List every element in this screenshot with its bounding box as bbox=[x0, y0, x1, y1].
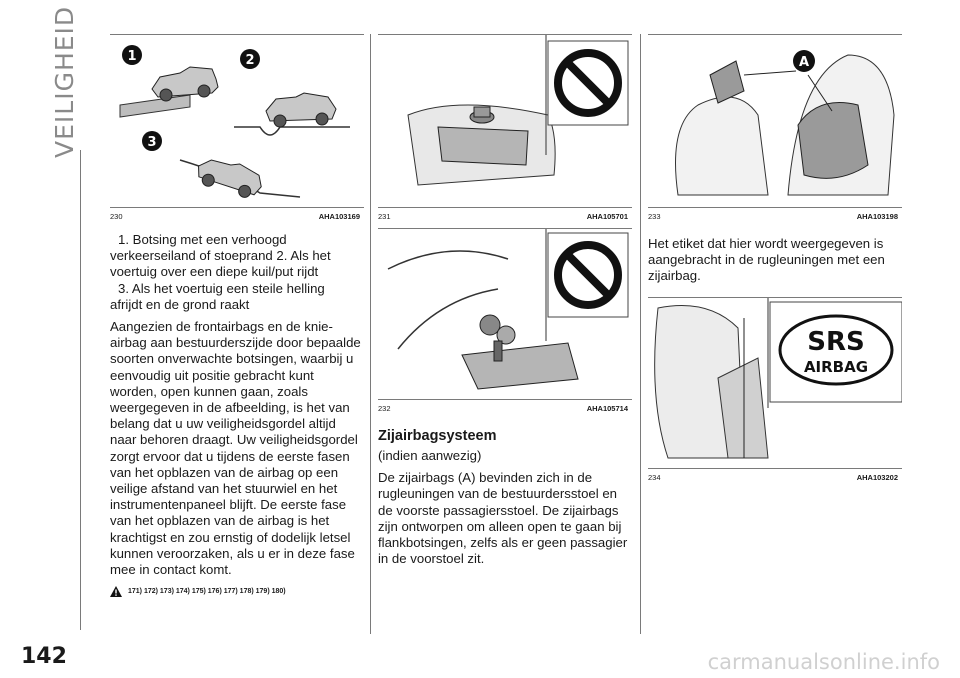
child-seat-warning-illustration bbox=[378, 35, 632, 207]
figure-number: 232 bbox=[378, 404, 391, 413]
figure-code: AHA103198 bbox=[856, 212, 898, 221]
subheading: (indien aanwezig) bbox=[378, 448, 482, 463]
figure-code: AHA103202 bbox=[856, 472, 898, 482]
figure-caption bbox=[110, 210, 364, 226]
figure-number: 233 bbox=[648, 212, 661, 221]
column-divider bbox=[640, 34, 641, 634]
figure-caption bbox=[378, 402, 632, 418]
body-paragraph: Het etiket dat hier wordt weergegeven is aangebracht in de rugleuningen met een zijairbag. bbox=[648, 236, 885, 284]
figure-code: AHA103169 bbox=[318, 212, 360, 221]
key-warning-illustration bbox=[378, 229, 632, 399]
column-1 bbox=[110, 34, 364, 597]
figure-number: 230 bbox=[110, 212, 123, 221]
figure-230 bbox=[110, 34, 364, 208]
body-paragraph: Aangezien de frontairbags en de knie-airbag aan bestuurderszijde door bepaalde soorten onverwachte botsingen, waarbij u eenvoudig uit positie gebracht kunt worden, open kunnen gaan, zoals weergegeven in de afbeelding, is het van belang dat u uw veiligheidsgordel altijd naar behoren draagt. Uw veiligheidsgordel zorgt ervoor dat u tijdens de eerste fasen van het opblazen van de airbag op een veilige afstand van het stuurwiel en het instrumentenpaneel blijft. De eerste fase van het opblazen van de airbag is het krachtigst en zou ernstig of dodelijk letsel kunnen veroorzaken, als u er in deze fase mee in contact komt. bbox=[110, 319, 361, 578]
watermark: carmanualsonline.info bbox=[707, 650, 940, 674]
list-item-continuation: verkeerseiland of stoeprand 2. Als het bbox=[110, 248, 331, 264]
srs-label-text: SRS bbox=[807, 326, 865, 357]
figure-caption bbox=[648, 471, 902, 487]
airbag-label-text: AIRBAG bbox=[803, 357, 869, 376]
section-title: VEILIGHEID bbox=[50, 5, 79, 158]
svg-text:3: 3 bbox=[147, 135, 157, 150]
figure-232 bbox=[378, 228, 632, 400]
page-number: 142 bbox=[21, 644, 67, 669]
svg-text:1: 1 bbox=[127, 49, 137, 64]
svg-text:2: 2 bbox=[245, 53, 255, 68]
srs-airbag-label-illustration bbox=[648, 298, 902, 468]
section-heading: Zijairbagsysteem bbox=[378, 428, 497, 444]
column-divider bbox=[370, 34, 371, 634]
figure-caption bbox=[378, 210, 632, 226]
list-item: 1. Botsing met een verhoogd bbox=[118, 232, 287, 247]
list-item-continuation: voertuig over een diepe kuil/put rijdt bbox=[110, 264, 319, 280]
figure-caption bbox=[648, 210, 902, 226]
figure-number: 234 bbox=[648, 472, 661, 482]
list-item-continuation: afrijdt en de grond raakt bbox=[110, 296, 250, 312]
figure-231 bbox=[378, 34, 632, 208]
body-paragraph: De zijairbags (A) bevinden zich in de rugleuningen van de bestuurdersstoel en de voorste passagiersstoel. De zijairbags zijn ontworpen om alleen open te gaan bij flankbotsingen, zelfs als er geen passagier in de voorstoel zit. bbox=[378, 470, 628, 567]
crash-scenarios-illustration bbox=[110, 35, 364, 207]
figure-234 bbox=[648, 297, 902, 469]
side-airbag-seat-illustration bbox=[648, 35, 902, 207]
crash-list bbox=[110, 232, 364, 313]
figure-code: AHA105701 bbox=[586, 212, 628, 221]
figure-number: 231 bbox=[378, 212, 391, 221]
warning-refs-text: 171) 172) 173) 174) 175) 176) 177) 178) 179) 180) bbox=[128, 588, 286, 596]
figure-233 bbox=[648, 34, 902, 208]
warning-icon bbox=[110, 586, 122, 597]
column-2 bbox=[378, 34, 632, 567]
column-3 bbox=[648, 34, 902, 487]
list-item: 3. Als het voertuig een steile helling bbox=[118, 280, 325, 296]
figure-code: AHA105714 bbox=[586, 404, 628, 413]
warning-references bbox=[110, 586, 364, 597]
svg-text:A: A bbox=[798, 55, 810, 70]
side-divider bbox=[80, 150, 81, 630]
